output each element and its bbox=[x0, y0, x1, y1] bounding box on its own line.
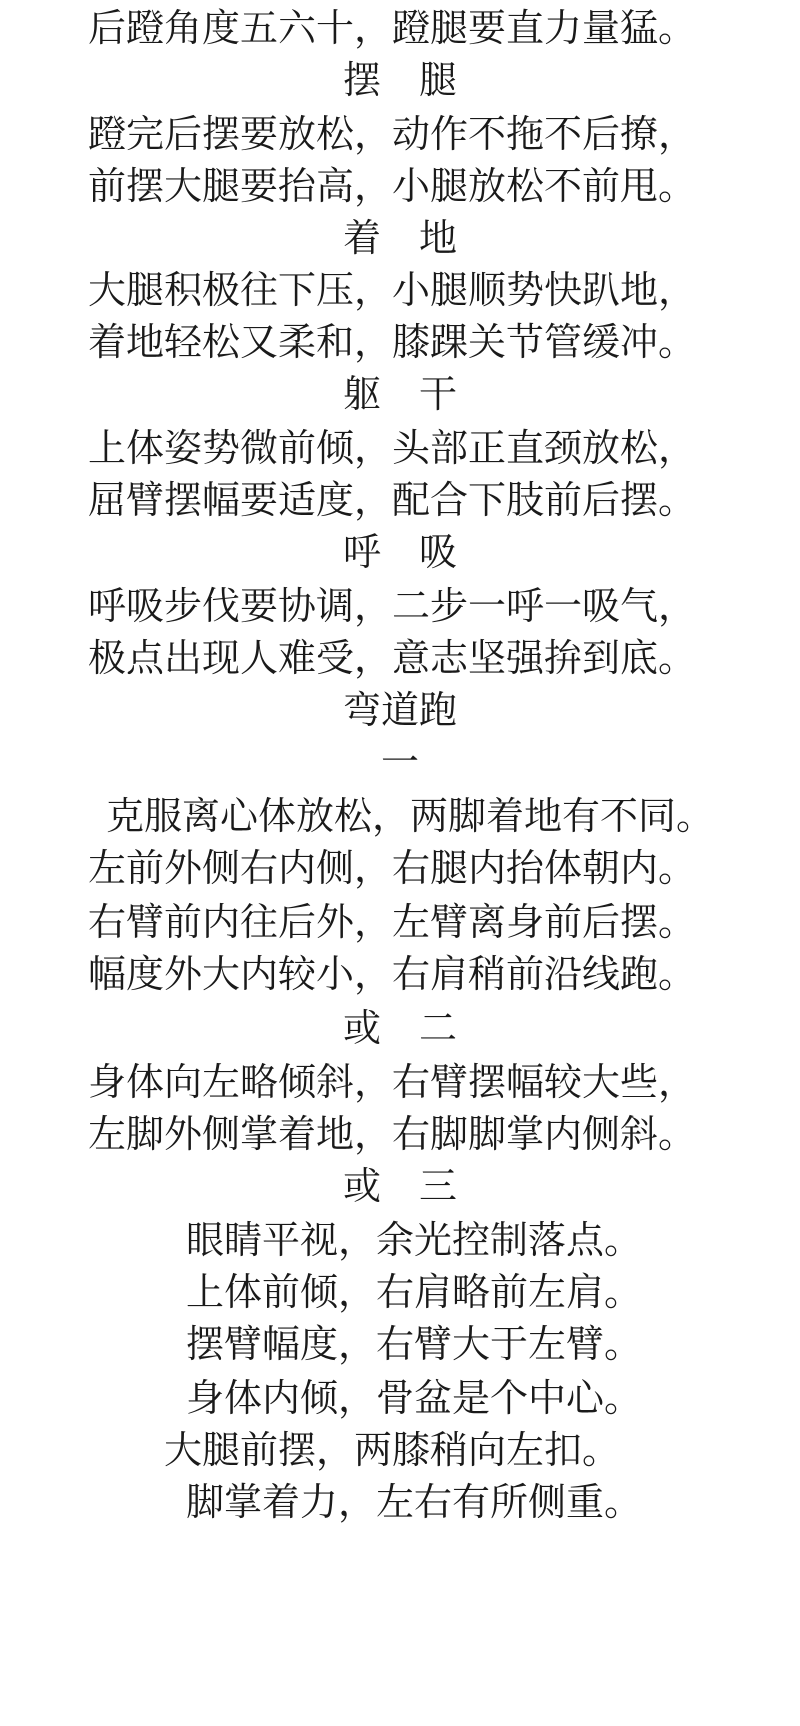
text-line: 上体前倾，右肩略前左肩。 bbox=[186, 1270, 643, 1314]
text-line: 摆臂幅度，右臂大于左臂。 bbox=[186, 1322, 643, 1366]
text-line: 大腿前摆，两膝稍向左扣。 bbox=[164, 1428, 621, 1472]
text-line: 眼睛平视，余光控制落点。 bbox=[186, 1218, 643, 1262]
text-line: 着地轻松又柔和，膝踝关节管缓冲。 bbox=[88, 320, 697, 364]
text-line: 极点出现人难受，意志坚强拚到底。 bbox=[88, 636, 697, 680]
text-line: 左前外侧右内侧，右腿内抬体朝内。 bbox=[88, 846, 697, 890]
text-line: 克服离心体放松，两脚着地有不同。 bbox=[106, 794, 715, 838]
section-heading-torso: 躯 干 bbox=[342, 372, 457, 416]
section-heading-or-three: 或 三 bbox=[342, 1164, 457, 1208]
text-line: 屈臂摆幅要适度，配合下肢前后摆。 bbox=[88, 478, 697, 522]
text-line: 左脚外侧掌着地，右脚脚掌内侧斜。 bbox=[88, 1112, 697, 1156]
text-line: 后蹬角度五六十，蹬腿要直力量猛。 bbox=[88, 6, 697, 50]
section-heading-or-two: 或 二 bbox=[342, 1006, 457, 1050]
text-line: 幅度外大内较小，右肩稍前沿线跑。 bbox=[88, 952, 697, 996]
text-line: 前摆大腿要抬高，小腿放松不前甩。 bbox=[88, 164, 697, 208]
section-subheading-one: 一 bbox=[380, 740, 419, 784]
text-line: 大腿积极往下压，小腿顺势快趴地， bbox=[88, 268, 697, 312]
section-heading-landing: 着 地 bbox=[342, 216, 457, 260]
text-line: 蹬完后摆要放松，动作不拖不后撩， bbox=[88, 112, 697, 156]
text-line: 身体向左略倾斜，右臂摆幅较大些， bbox=[88, 1060, 697, 1104]
text-line: 脚掌着力，左右有所侧重。 bbox=[186, 1480, 643, 1524]
text-line: 身体内倾，骨盆是个中心。 bbox=[186, 1376, 643, 1420]
text-line: 呼吸步伐要协调，二步一呼一吸气， bbox=[88, 584, 697, 628]
text-line: 上体姿势微前倾，头部正直颈放松， bbox=[88, 426, 697, 470]
section-heading-swing-leg: 摆 腿 bbox=[342, 58, 457, 102]
section-heading-curve-running: 弯道跑 bbox=[342, 688, 457, 732]
text-line: 右臂前内往后外，左臂离身前后摆。 bbox=[88, 900, 697, 944]
section-heading-breathing: 呼 吸 bbox=[342, 530, 457, 574]
